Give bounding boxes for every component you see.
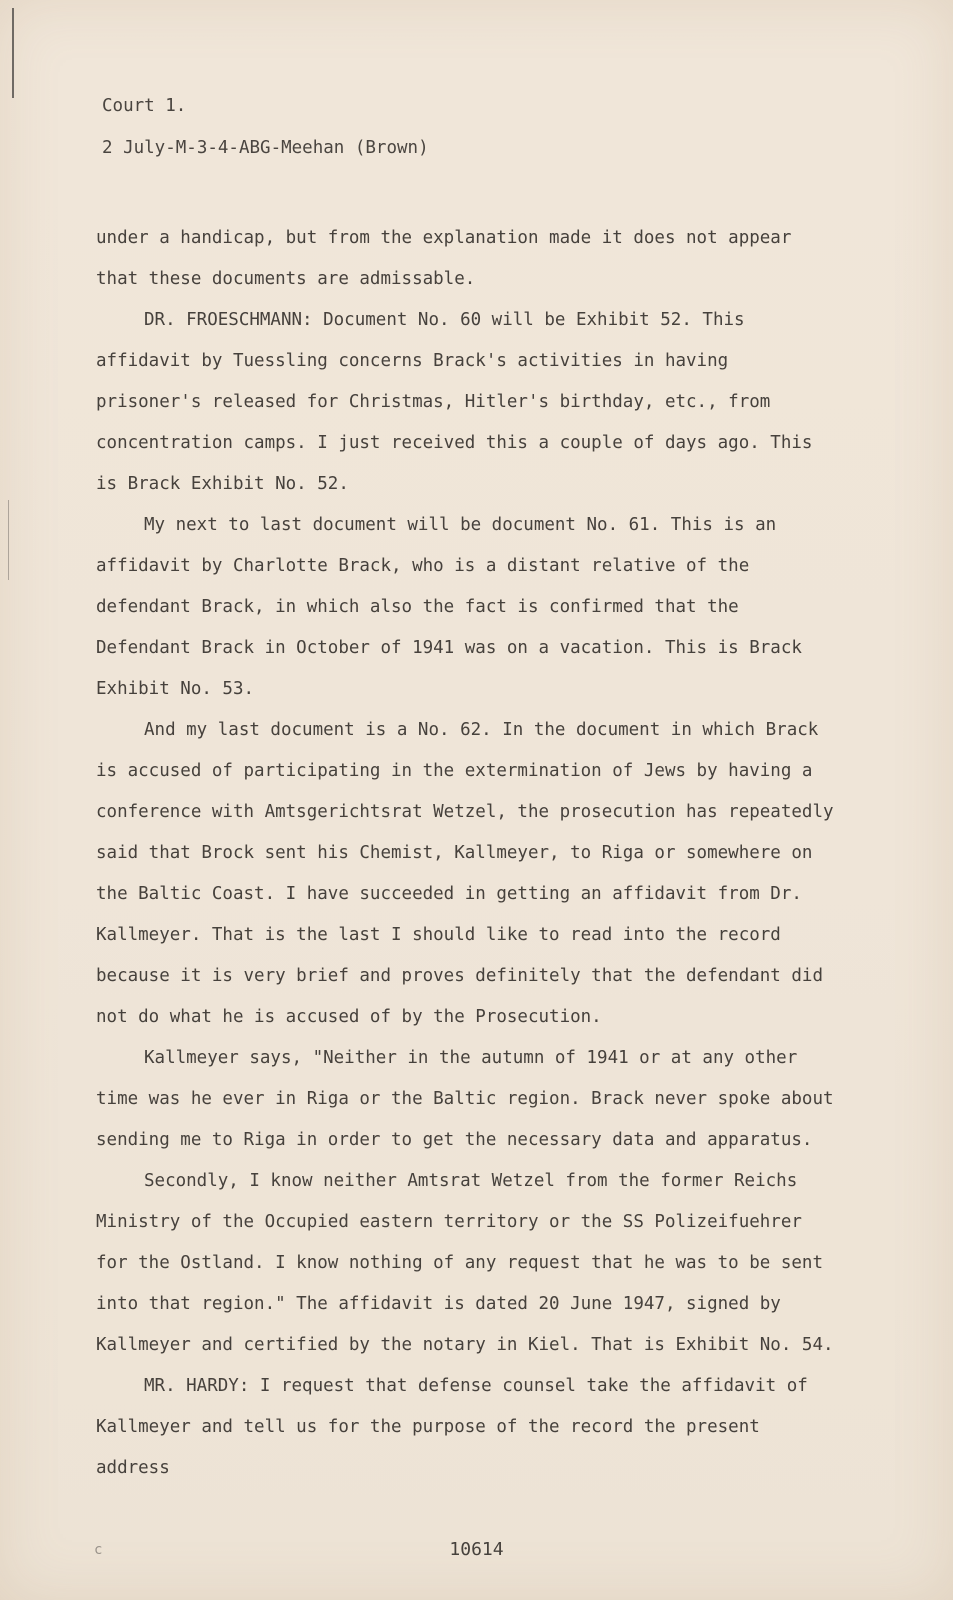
paragraph-secondly: Secondly, I know neither Amtsrat Wetzel from the former Reichs Ministry of the Occupied eastern territory or the SS Polizeifuehrer for the Ostland. I know nothing of any request that he was to be sent into that region." The affidavit is dated 20 June 1947, signed by Kallmeyer and certified by the notary in Kiel. That is Exhibit No. 54. xyxy=(96,1171,834,1355)
page-number: 10614 xyxy=(449,1539,504,1560)
paragraph-kallmeyer-quote: Kallmeyer says, "Neither in the autumn of 1941 or at any other time was he ever in Riga or the Baltic region. Brack never spoke about sending me to Riga in order to get the necessary data and apparatus. xyxy=(96,1048,834,1150)
corner-mark: c xyxy=(94,1542,103,1558)
paragraph-doc-62: And my last document is a No. 62. In the document in which Brack is accused of participating in the extermination of Jews by having a conference with Amtsgerichtsrat Wetzel, the prosecution has repeatedly said that Brock sent his Chemist, Kallmeyer, to Riga or somewhere on the Baltic Coast. I have succeeded in getting an affidavit from Dr. Kallmeyer. That is the last I should like to read into the record because it is very brief and proves definitely that the defendant did not do what he is accused of by the Prosecution. xyxy=(96,720,834,1027)
paragraph-hardy-request: MR. HARDY: I request that defense counsel take the affidavit of Kallmeyer and tell us for the purpose of the record the present address xyxy=(96,1376,808,1478)
paragraph-froeschmann-doc-60: DR. FROESCHMANN: Document No. 60 will be Exhibit 52. This affidavit by Tuessling concerns Brack's activities in having prisoner's released for Christmas, Hitler's birthday, etc., from concentration camps. I just received this a couple of days ago. This is Brack Exhibit No. 52. xyxy=(96,310,813,494)
court-label: Court 1. xyxy=(102,96,187,116)
paragraph-continuation: under a handicap, but from the explanation made it does not appear that these documents are admissable. xyxy=(96,228,792,289)
left-edge-mark xyxy=(12,8,14,98)
left-edge-mark-lower xyxy=(8,500,9,580)
session-reference: 2 July-M-3-4-ABG-Meehan (Brown) xyxy=(102,138,429,158)
paragraph-doc-61: My next to last document will be document No. 61. This is an affidavit by Charlotte Brack, who is a distant relative of the defendant Brack, in which also the fact is confirmed that the Defendant Brack in October of 1941 was on a vacation. This is Brack Exhibit No. 53. xyxy=(96,515,802,699)
transcript-body xyxy=(96,218,836,1489)
